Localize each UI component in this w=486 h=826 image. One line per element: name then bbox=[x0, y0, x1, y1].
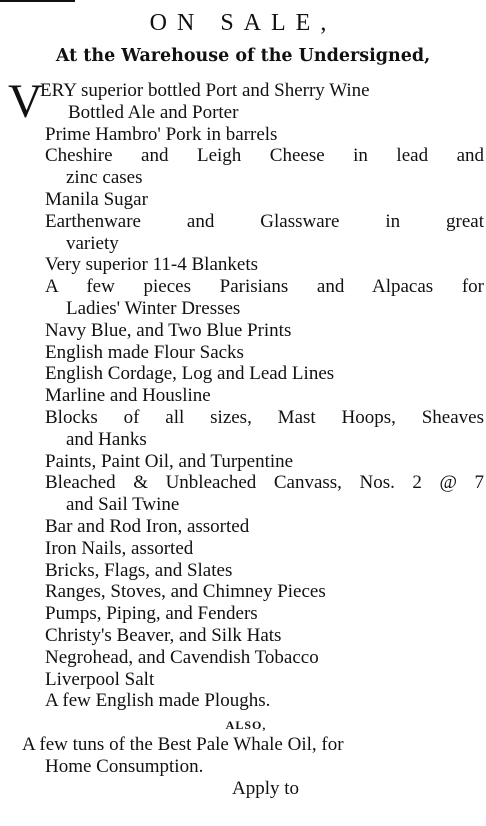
list-item: Liverpool Salt bbox=[45, 668, 155, 690]
footer-line-2: Home Consumption. bbox=[45, 755, 204, 777]
list-item: Cheshire and Leigh Cheese in lead and bbox=[45, 145, 484, 167]
page-title: ON SALE, bbox=[149, 10, 337, 36]
footer-line-1: A few tuns of the Best Pale Whale Oil, for bbox=[22, 734, 344, 756]
top-rule bbox=[0, 0, 75, 2]
list-item-continuation: Ladies' Winter Dresses bbox=[66, 297, 241, 319]
list-item: Very superior 11-4 Blankets bbox=[45, 254, 258, 276]
list-item: Negrohead, and Cavendish Tobacco bbox=[45, 646, 319, 668]
list-item: Christy's Beaver, and Silk Hats bbox=[45, 624, 282, 646]
list-item: Bleached & Unbleached Canvass, Nos. 2 @ 7 bbox=[45, 472, 484, 494]
subheading: At the Warehouse of the Undersigned, bbox=[55, 46, 431, 66]
list-item: Prime Hambro' Pork in barrels bbox=[45, 123, 278, 145]
list-item-continuation: zinc cases bbox=[66, 167, 143, 189]
item-list bbox=[8, 124, 484, 713]
list-item: A few pieces Parisians and Alpacas for bbox=[45, 276, 484, 298]
list-item-continuation: and Hanks bbox=[66, 428, 147, 450]
list-item: English made Flour Sacks bbox=[45, 341, 244, 363]
list-item: Pumps, Piping, and Fenders bbox=[45, 603, 258, 625]
first-line-continuation: Bottled Ale and Porter bbox=[68, 101, 239, 123]
first-line: ERY superior bottled Port and Sherry Wine bbox=[40, 80, 370, 101]
list-item: Navy Blue, and Two Blue Prints bbox=[45, 319, 292, 341]
list-item: Ranges, Stoves, and Chimney Pieces bbox=[45, 581, 326, 603]
list-item: English Cordage, Log and Lead Lines bbox=[45, 363, 335, 385]
also-label: ALSO, bbox=[225, 718, 267, 733]
list-item: Bricks, Flags, and Slates bbox=[45, 559, 233, 581]
apply-to: Apply to bbox=[232, 777, 300, 799]
list-item-continuation: variety bbox=[66, 232, 119, 254]
list-item: A few English made Ploughs. bbox=[45, 690, 271, 712]
list-item-continuation: and Sail Twine bbox=[66, 494, 180, 516]
list-item: Earthenware and Glassware in great bbox=[45, 210, 484, 232]
list-item: Paints, Paint Oil, and Turpentine bbox=[45, 450, 294, 472]
list-item: Blocks of all sizes, Mast Hoops, Sheaves bbox=[45, 406, 484, 428]
list-item: Marline and Housline bbox=[45, 385, 211, 407]
list-item: Manila Sugar bbox=[45, 188, 148, 210]
drop-cap: V bbox=[8, 75, 43, 128]
list-item: Bar and Rod Iron, assorted bbox=[45, 515, 250, 537]
list-item: Iron Nails, assorted bbox=[45, 537, 194, 559]
advertisement-body bbox=[8, 75, 484, 800]
